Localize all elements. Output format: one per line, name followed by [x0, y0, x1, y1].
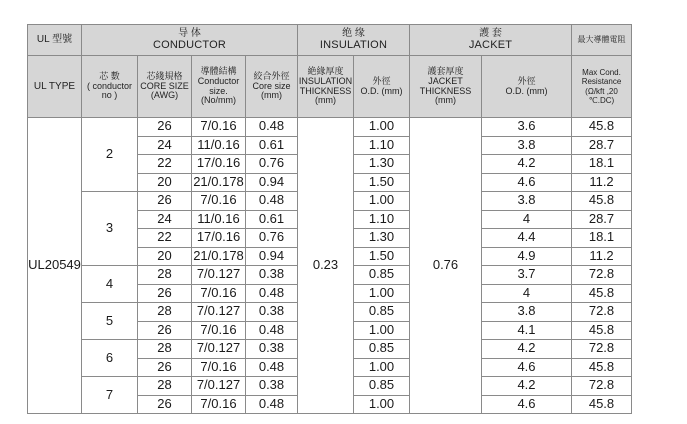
construction-cell: 7/0.16	[192, 321, 246, 340]
spec-sheet	[27, 24, 632, 414]
cores-cell: 5	[82, 303, 138, 340]
jacket-od-cell: 3.8	[482, 136, 572, 155]
cores-header: 芯 數 ( conductor no )	[82, 56, 138, 118]
resistance-cell: 45.8	[572, 395, 632, 414]
jacket-od-cell: 4	[482, 284, 572, 303]
construction-cell: 7/0.16	[192, 192, 246, 211]
resistance-cell: 18.1	[572, 155, 632, 174]
resistance-cell: 45.8	[572, 118, 632, 137]
core-od-cell: 0.38	[246, 303, 298, 322]
awg-cell: 26	[138, 284, 192, 303]
jacket-od-cell: 4.9	[482, 247, 572, 266]
core-od-cell: 0.48	[246, 395, 298, 414]
insulation-od-cell: 1.00	[354, 395, 410, 414]
awg-cell: 28	[138, 340, 192, 359]
jacket-od-cell: 4.6	[482, 395, 572, 414]
awg-cell: 26	[138, 395, 192, 414]
cores-cell: 6	[82, 340, 138, 377]
insulation-od-cell: 0.85	[354, 303, 410, 322]
construction-cell: 7/0.16	[192, 284, 246, 303]
jacket-od-cell: 4.6	[482, 358, 572, 377]
cable-spec-table	[27, 24, 632, 414]
jacket-od-cell: 3.7	[482, 266, 572, 285]
construction-cell: 7/0.127	[192, 266, 246, 285]
core-od-cell: 0.61	[246, 210, 298, 229]
insulation-od-cell: 1.00	[354, 358, 410, 377]
construction-cell: 7/0.16	[192, 358, 246, 377]
core-od-cell: 0.61	[246, 136, 298, 155]
awg-cell: 26	[138, 118, 192, 137]
insulation-od-header: 外徑 O.D. (mm)	[354, 56, 410, 118]
conductor-header: 导 体 CONDUCTOR	[82, 25, 298, 56]
resistance-header: Max Cond. Resistance (Ω/kft ,20 ℃.DC)	[572, 56, 632, 118]
awg-cell: 22	[138, 229, 192, 248]
ul-type-cell: UL20549	[28, 118, 82, 414]
core-od-cell: 0.38	[246, 266, 298, 285]
construction-cell: 11/0.16	[192, 210, 246, 229]
resistance-cell: 28.7	[572, 136, 632, 155]
resistance-cell: 45.8	[572, 358, 632, 377]
jacket-od-cell: 4.2	[482, 155, 572, 174]
jacket-header: 護 套 JACKET	[410, 25, 572, 56]
construction-cell: 17/0.16	[192, 155, 246, 174]
jacket-od-header: 外徑 O.D. (mm)	[482, 56, 572, 118]
awg-cell: 28	[138, 377, 192, 396]
jacket-od-cell: 4	[482, 210, 572, 229]
insulation-od-cell: 0.85	[354, 266, 410, 285]
table-row	[28, 118, 632, 137]
construction-cell: 7/0.16	[192, 118, 246, 137]
awg-cell: 24	[138, 136, 192, 155]
construction-cell: 21/0.178	[192, 247, 246, 266]
jacket-od-cell: 4.6	[482, 173, 572, 192]
resistance-cell: 28.7	[572, 210, 632, 229]
core-size-header: 芯綫規格 CORE SIZE (AWG)	[138, 56, 192, 118]
insulation-od-cell: 0.85	[354, 340, 410, 359]
awg-cell: 24	[138, 210, 192, 229]
insulation-od-cell: 1.00	[354, 321, 410, 340]
cores-cell: 4	[82, 266, 138, 303]
resistance-header-cn: 最大導體電阻	[572, 25, 632, 56]
core-od-cell: 0.76	[246, 229, 298, 248]
core-od-cell: 0.48	[246, 192, 298, 211]
jacket-thickness-header: 護套厚度 JACKET THICKNESS (mm)	[410, 56, 482, 118]
insulation-od-cell: 1.50	[354, 173, 410, 192]
jacket-od-cell: 4.4	[482, 229, 572, 248]
resistance-cell: 72.8	[572, 303, 632, 322]
insulation-od-cell: 1.00	[354, 284, 410, 303]
resistance-cell: 18.1	[572, 229, 632, 248]
jacket-od-cell: 3.8	[482, 192, 572, 211]
insulation-od-cell: 1.10	[354, 210, 410, 229]
core-od-cell: 0.48	[246, 358, 298, 377]
resistance-cell: 11.2	[572, 247, 632, 266]
core-od-cell: 0.94	[246, 247, 298, 266]
core-od-cell: 0.94	[246, 173, 298, 192]
core-od-cell: 0.48	[246, 321, 298, 340]
resistance-cell: 11.2	[572, 173, 632, 192]
insulation-header: 绝 缘 INSULATION	[298, 25, 410, 56]
insulation-od-cell: 1.50	[354, 247, 410, 266]
core-od-cell: 0.48	[246, 118, 298, 137]
resistance-cell: 72.8	[572, 266, 632, 285]
awg-cell: 22	[138, 155, 192, 174]
insulation-thickness-header: 絶緣厚度 INSULATION THICKNESS (mm)	[298, 56, 354, 118]
core-od-header: 絞合外徑 Core size (mm)	[246, 56, 298, 118]
construction-cell: 7/0.127	[192, 340, 246, 359]
insulation-od-cell: 1.10	[354, 136, 410, 155]
core-od-cell: 0.48	[246, 284, 298, 303]
jacket-od-cell: 3.8	[482, 303, 572, 322]
jacket-od-cell: 3.6	[482, 118, 572, 137]
insulation-od-cell: 1.30	[354, 155, 410, 174]
jacket-thickness-cell: 0.76	[410, 118, 482, 414]
core-od-cell: 0.38	[246, 377, 298, 396]
insulation-od-cell: 1.00	[354, 192, 410, 211]
construction-cell: 7/0.127	[192, 303, 246, 322]
resistance-cell: 72.8	[572, 377, 632, 396]
awg-cell: 26	[138, 321, 192, 340]
awg-cell: 20	[138, 173, 192, 192]
core-od-cell: 0.38	[246, 340, 298, 359]
conductor-size-header: 導體結構 Conductor size. (No/mm)	[192, 56, 246, 118]
insulation-od-cell: 1.00	[354, 118, 410, 137]
jacket-od-cell: 4.2	[482, 377, 572, 396]
awg-cell: 26	[138, 358, 192, 377]
awg-cell: 20	[138, 247, 192, 266]
resistance-cell: 45.8	[572, 284, 632, 303]
core-od-cell: 0.76	[246, 155, 298, 174]
jacket-od-cell: 4.1	[482, 321, 572, 340]
resistance-cell: 45.8	[572, 192, 632, 211]
construction-cell: 7/0.127	[192, 377, 246, 396]
construction-cell: 11/0.16	[192, 136, 246, 155]
insulation-od-cell: 1.30	[354, 229, 410, 248]
construction-cell: 17/0.16	[192, 229, 246, 248]
jacket-od-cell: 4.2	[482, 340, 572, 359]
construction-cell: 7/0.16	[192, 395, 246, 414]
insulation-od-cell: 0.85	[354, 377, 410, 396]
cores-cell: 7	[82, 377, 138, 414]
ul-type-header-cn: UL 型號	[28, 25, 82, 56]
awg-cell: 28	[138, 266, 192, 285]
construction-cell: 21/0.178	[192, 173, 246, 192]
awg-cell: 26	[138, 192, 192, 211]
ul-type-header-en: UL TYPE	[28, 56, 82, 118]
cores-cell: 3	[82, 192, 138, 266]
insulation-thickness-cell: 0.23	[298, 118, 354, 414]
resistance-cell: 45.8	[572, 321, 632, 340]
cores-cell: 2	[82, 118, 138, 192]
awg-cell: 28	[138, 303, 192, 322]
resistance-cell: 72.8	[572, 340, 632, 359]
